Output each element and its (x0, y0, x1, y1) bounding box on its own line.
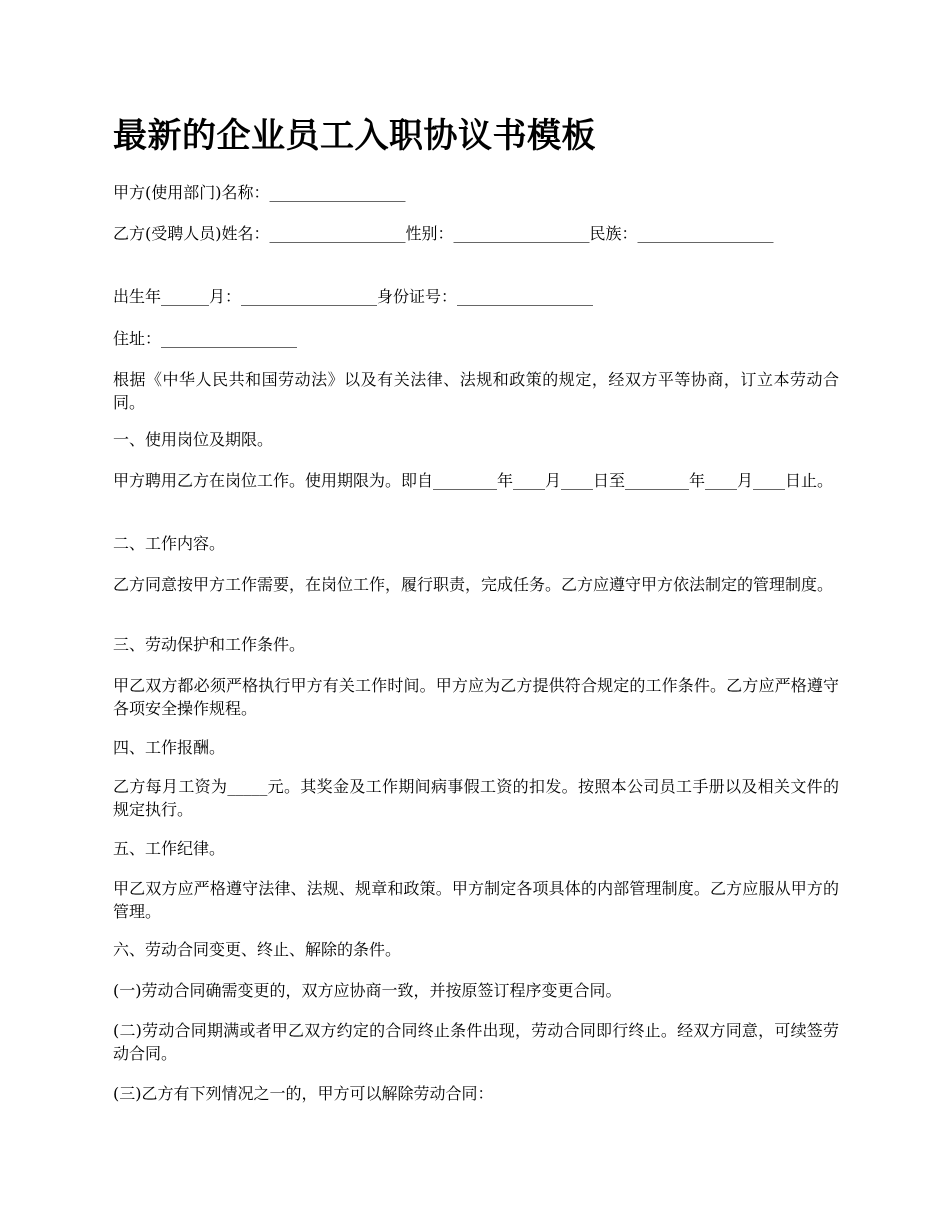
birth-id-line: 出生年______月：_________________身份证号：_________________ (113, 287, 594, 306)
section-2-heading: 二、工作内容。 (113, 534, 226, 553)
preamble-paragraph: 根据《中华人民共和国劳动法》以及有关法律、法规和政策的规定，经双方平等协商，订立本劳动合同。 (113, 370, 839, 412)
section-1-heading: 一、使用岗位及期限。 (113, 430, 274, 449)
document-title: 最新的企业员工入职协议书模板 (113, 116, 596, 156)
section-4-heading: 四、工作报酬。 (113, 738, 226, 757)
section-5-heading: 五、工作纪律。 (113, 839, 226, 858)
section-5-body: 甲乙双方应严格遵守法律、法规、规章和政策。甲方制定各项具体的内部管理制度。乙方应服从甲方的管理。 (113, 879, 839, 921)
section-3-body: 甲乙双方都必须严格执行甲方有关工作时间。甲方应为乙方提供符合规定的工作条件。乙方应严格遵守各项安全操作规程。 (113, 676, 839, 718)
section-4-body: 乙方每月工资为_____元。其奖金及工作期间病事假工资的扣发。按照本公司员工手册以及相关文件的规定执行。 (113, 777, 839, 819)
section-1-body: 甲方聘用乙方在岗位工作。使用期限为。即自________年____月____日至________年____月____日止。 (113, 471, 834, 490)
section-3-heading: 三、劳动保护和工作条件。 (113, 635, 306, 654)
party-a-name-line: 甲方(使用部门)名称：_________________ (113, 183, 406, 202)
section-6-heading: 六、劳动合同变更、终止、解除的条件。 (113, 940, 402, 959)
address-line: 住址：_________________ (113, 329, 298, 348)
section-2-body: 乙方同意按甲方工作需要，在岗位工作，履行职责，完成任务。乙方应遵守甲方依法制定的管理制度。 (113, 575, 834, 594)
party-b-info-line: 乙方(受聘人员)姓名：_________________性别：_________________民族：_________________ (113, 224, 774, 243)
section-6-item-1: (一)劳动合同确需变更的，双方应协商一致，并按原签订程序变更合同。 (113, 981, 622, 1000)
section-6-item-2: (二)劳动合同期满或者甲乙双方约定的合同终止条件出现，劳动合同即行终止。经双方同意，可续签劳动合同。 (113, 1021, 839, 1063)
section-6-item-3: (三)乙方有下列情况之一的，甲方可以解除劳动合同： (113, 1084, 494, 1103)
